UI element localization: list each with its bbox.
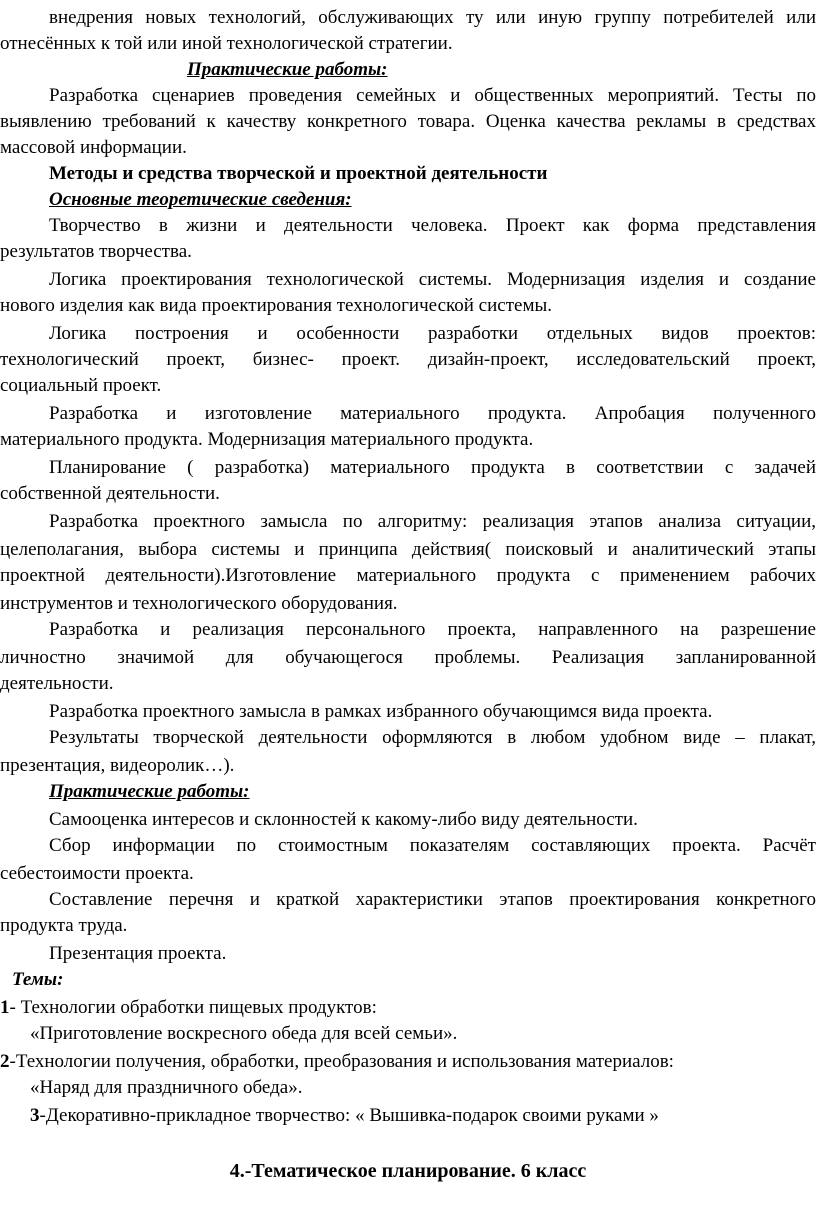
text-line: деятельности. <box>0 673 114 694</box>
text-line: Планирование ( разработка) материального продукта в соответствии с задачей <box>49 457 816 478</box>
text-line: Результаты творческой деятельности оформляются в любом удобном виде – плакат, <box>49 727 816 748</box>
text-line: материального продукта. Модернизация материального продукта. <box>0 429 534 450</box>
text-line: инструментов и технологического оборудования. <box>0 593 398 614</box>
text-line: личностно значимой для обучающегося проблемы. Реализация запланированной <box>0 647 816 668</box>
topic-item: 1- Технологии обработки пищевых продуктов: <box>0 997 377 1018</box>
text-line: отнесённых к той или иной технологической стратегии. <box>0 33 453 54</box>
text-line: нового изделия как вида проектирования технологической системы. <box>0 295 552 316</box>
text-line: Творчество в жизни и деятельности человека. Проект как форма представления <box>49 215 816 236</box>
text-line: собственной деятельности. <box>0 483 220 504</box>
text-line: Разработка и изготовление материального продукта. Апробация полученного <box>49 403 816 424</box>
text-line: Разработка и реализация персонального проекта, направленного на разрешение <box>49 619 816 640</box>
topic-title: «Наряд для праздничного обеда». <box>30 1077 303 1098</box>
text-line: продукта труда. <box>0 915 128 936</box>
text-line: выявлению требований к качеству конкретного товара. Оценка качества рекламы в средствах <box>0 111 816 132</box>
topics-heading: Темы: <box>12 969 64 990</box>
text-line: Презентация проекта. <box>49 943 227 964</box>
text-line: Логика построения и особенности разработки отдельных видов проектов: <box>49 323 816 344</box>
text-line: Разработка сценариев проведения семейных и общественных мероприятий. Тесты по <box>49 85 816 106</box>
text-line: проектной деятельности).Изготовление материального продукта с применением рабочих <box>0 565 816 586</box>
text-line: Составление перечня и краткой характеристики этапов проектирования конкретного <box>49 889 816 910</box>
text-line: социальный проект. <box>0 375 162 396</box>
section-heading: Методы и средства творческой и проектной деятельности <box>49 163 548 184</box>
text-line: технологический проект, бизнес- проект. дизайн-проект, исследовательский проект, <box>0 349 816 370</box>
text-line: Логика проектирования технологической системы. Модернизация изделия и создание <box>49 269 816 290</box>
practical-works-heading: Практические работы: <box>49 781 250 802</box>
text-line: Разработка проектного замысла в рамках избранного обучающимся вида проекта. <box>49 701 713 722</box>
text-line: Разработка проектного замысла по алгоритму: реализация этапов анализа ситуации, <box>49 511 816 532</box>
text-line: себестоимости проекта. <box>0 863 194 884</box>
text-line: внедрения новых технологий, обслуживающих ту или иную группу потребителей или <box>49 7 816 28</box>
planning-heading: 4.-Тематическое планирование. 6 класс <box>229 1160 587 1182</box>
practical-works-heading: Практические работы: <box>187 59 388 80</box>
text-line: результатов творчества. <box>0 241 192 262</box>
text-line: Самооценка интересов и склонностей к какому-либо виду деятельности. <box>49 809 638 830</box>
theory-heading: Основные теоретические сведения: <box>49 189 352 210</box>
text-line: презентация, видеоролик…). <box>0 755 235 776</box>
topic-item: 3-Декоративно-прикладное творчество: « Вышивка-подарок своими руками » <box>30 1105 659 1126</box>
topic-title: «Приготовление воскресного обеда для всей семьи». <box>30 1023 458 1044</box>
text-line: целеполагания, выбора системы и принципа действия( поисковый и аналитический этапы <box>0 539 816 560</box>
text-line: Сбор информации по стоимостным показателям составляющих проекта. Расчёт <box>49 835 816 856</box>
topic-item: 2-Технологии получения, обработки, преобразования и использования материалов: <box>0 1051 674 1072</box>
text-line: массовой информации. <box>0 137 187 158</box>
